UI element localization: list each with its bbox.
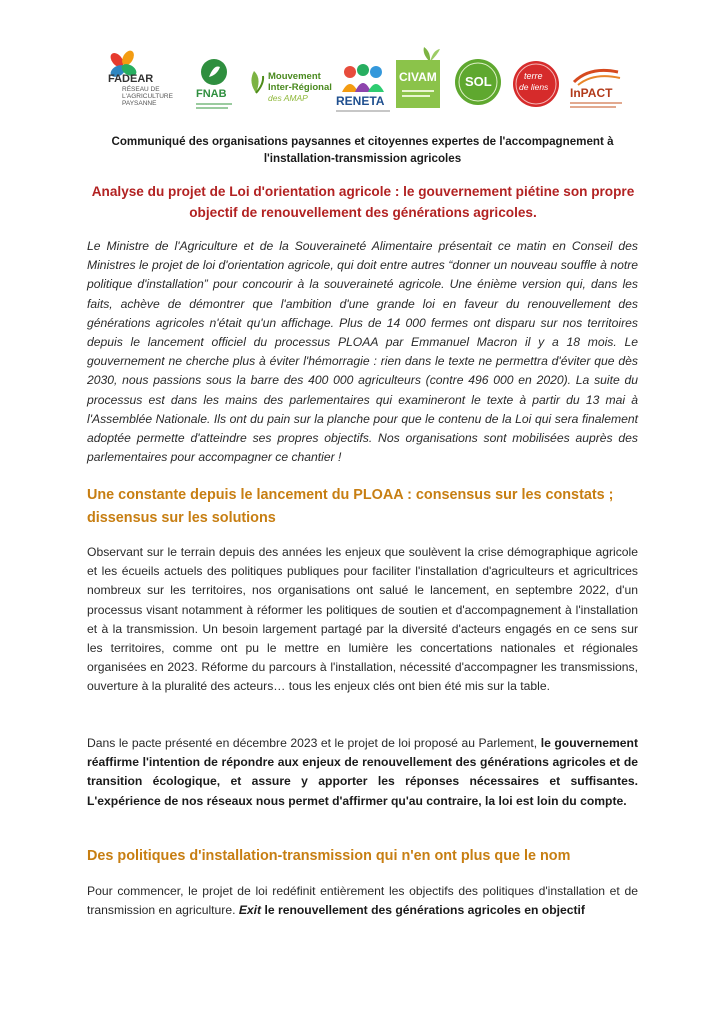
- fadear-logo: [106, 44, 186, 119]
- reneta-people-icon: [338, 62, 388, 94]
- reneta-name: RENETA: [336, 94, 385, 108]
- amap-line-3: des AMAP: [268, 93, 308, 103]
- fadear-name: FADEAR: [108, 73, 154, 85]
- section1-heading: Une constante depuis le lancement du PLOAA : consensus sur les constats ; dissensus sur les solutions: [87, 487, 614, 526]
- terre-de-liens-line-1: terre: [524, 71, 543, 81]
- section1-paragraph-1: Observant sur le terrain depuis des années les enjeux que soulèvent la crise démographique agricole et les écueils actuels des politiques publiques pour faciliter l'installation d'agriculteurs et agricultrices nombreux sur les territoires, nos organisations ont salué le lancement, en septembre 2022, d'un processus visant notamment à réformer les politiques de soutien et d'accompagnement à l'installation et à la transmission. Un besoin largement partagé par la diversité d'acteurs engagés en ce sens sur les territoires, comme ont pu le mettre en lumière les concertations nationales et régionales organisées en 2023. Réforme du parcours à l'installation, nécessité d'accompagner les transmissions, ouverture à la pluralité des acteurs… tous les enjeux clés ont bien été mis sur la table.: [87, 545, 638, 694]
- amap-logo: [246, 44, 332, 119]
- sol-name: SOL: [465, 74, 492, 89]
- section2-paragraph: [87, 882, 638, 920]
- section2-exit-word: Exit: [238, 903, 262, 918]
- civam-logo: [394, 44, 444, 119]
- section2-paragraph-bold: le renouvellement des générations agricoles en objectif: [264, 903, 585, 918]
- inpact-name: InPACT: [570, 86, 613, 100]
- section2-heading: Des politiques d'installation-transmission qui n'en ont plus que le nom: [87, 848, 571, 864]
- terre-de-liens-line-2: de liens: [519, 82, 549, 92]
- reneta-logo: [332, 44, 394, 119]
- fadear-tagline-3: PAYSANNE: [122, 100, 157, 107]
- section1-paragraph-2: [87, 734, 638, 811]
- inpact-swoosh-icon: [572, 66, 622, 86]
- fadear-tagline-1: RÉSEAU DE: [122, 86, 160, 93]
- inpact-logo: [566, 44, 628, 119]
- partner-logos: [100, 44, 630, 119]
- civam-badge: [396, 60, 440, 108]
- section2-paragraph-text: Pour commencer, le projet de loi redéfinit entièrement les objectifs des politiques d'installation et de transmission en agriculture.: [87, 884, 638, 918]
- amap-leaf-icon: [246, 68, 266, 94]
- civam-name: CIVAM: [399, 70, 437, 84]
- main-title: Analyse du projet de Loi d'orientation agricole : le gouvernement piétine son propre objectif de renouvellement des générations agricoles.: [91, 184, 635, 220]
- fnab-logo: [192, 44, 236, 119]
- section1-paragraph-2-bold: le gouvernement réaffirme l'intention de répondre aux enjeux de renouvellement des générations agricoles et de transition écologique, et assure y apporter les réponses nécessaires et suffisantes. L'expérience de nos réseaux nous permet d'affirmer qu'au contraire, la loi est loin du compte.: [87, 736, 639, 808]
- section1-paragraph-2-text: Dans le pacte présenté en décembre 2023 et le projet de loi proposé au Parlement,: [87, 736, 538, 750]
- sol-logo: [452, 44, 506, 119]
- fadear-tagline-2: L'AGRICULTURE: [122, 93, 173, 100]
- fnab-emblem-icon: [200, 58, 228, 86]
- communique-header: Communiqué des organisations paysannes et citoyennes expertes de l'accompagnement à l'installation-transmission agricoles: [111, 135, 614, 165]
- terre-de-liens-logo: [510, 44, 564, 119]
- amap-line-1: Mouvement: [268, 71, 321, 82]
- fnab-name: FNAB: [196, 88, 227, 100]
- amap-line-2: Inter-Régional: [268, 82, 332, 93]
- intro-paragraph: Le Ministre de l'Agriculture et de la Souveraineté Alimentaire présentait ce matin en Conseil des Ministres le projet de loi d'orientation agricole, qui doit entre autres “donner un nouveau souffle à notre politique d'installation” pour concourir à la souveraineté agricole. Une énième version qui, dans les faits, achève de démontrer que l'ambition d'une grande loi en faveur du renouvellement des générations agricoles n'était qu'un affichage. Plus de 14 000 fermes ont disparu sur nos territoires depuis le lancement officiel du processus PLOAA par Emmanuel Macron il y a 18 mois. Le gouvernement ne cherche plus à éviter l'hémorragie : rien dans le texte ne permettra d'éviter que dès 2030, nous passions sous la barre des 400 000 agriculteurs (contre 496 000 en 2020). La suite du processus est dans les mains des parlementaires qui examineront le texte à partir du 13 mai à l'Assemblée Nationale. Ils ont du pain sur la planche pour que le contenu de la Loi qui sera finalement adoptée permette d'atteindre ses propres objectifs. Nos organisations sont mobilisées auprès des parlementaires pour accompagner ce chantier !: [87, 239, 638, 465]
